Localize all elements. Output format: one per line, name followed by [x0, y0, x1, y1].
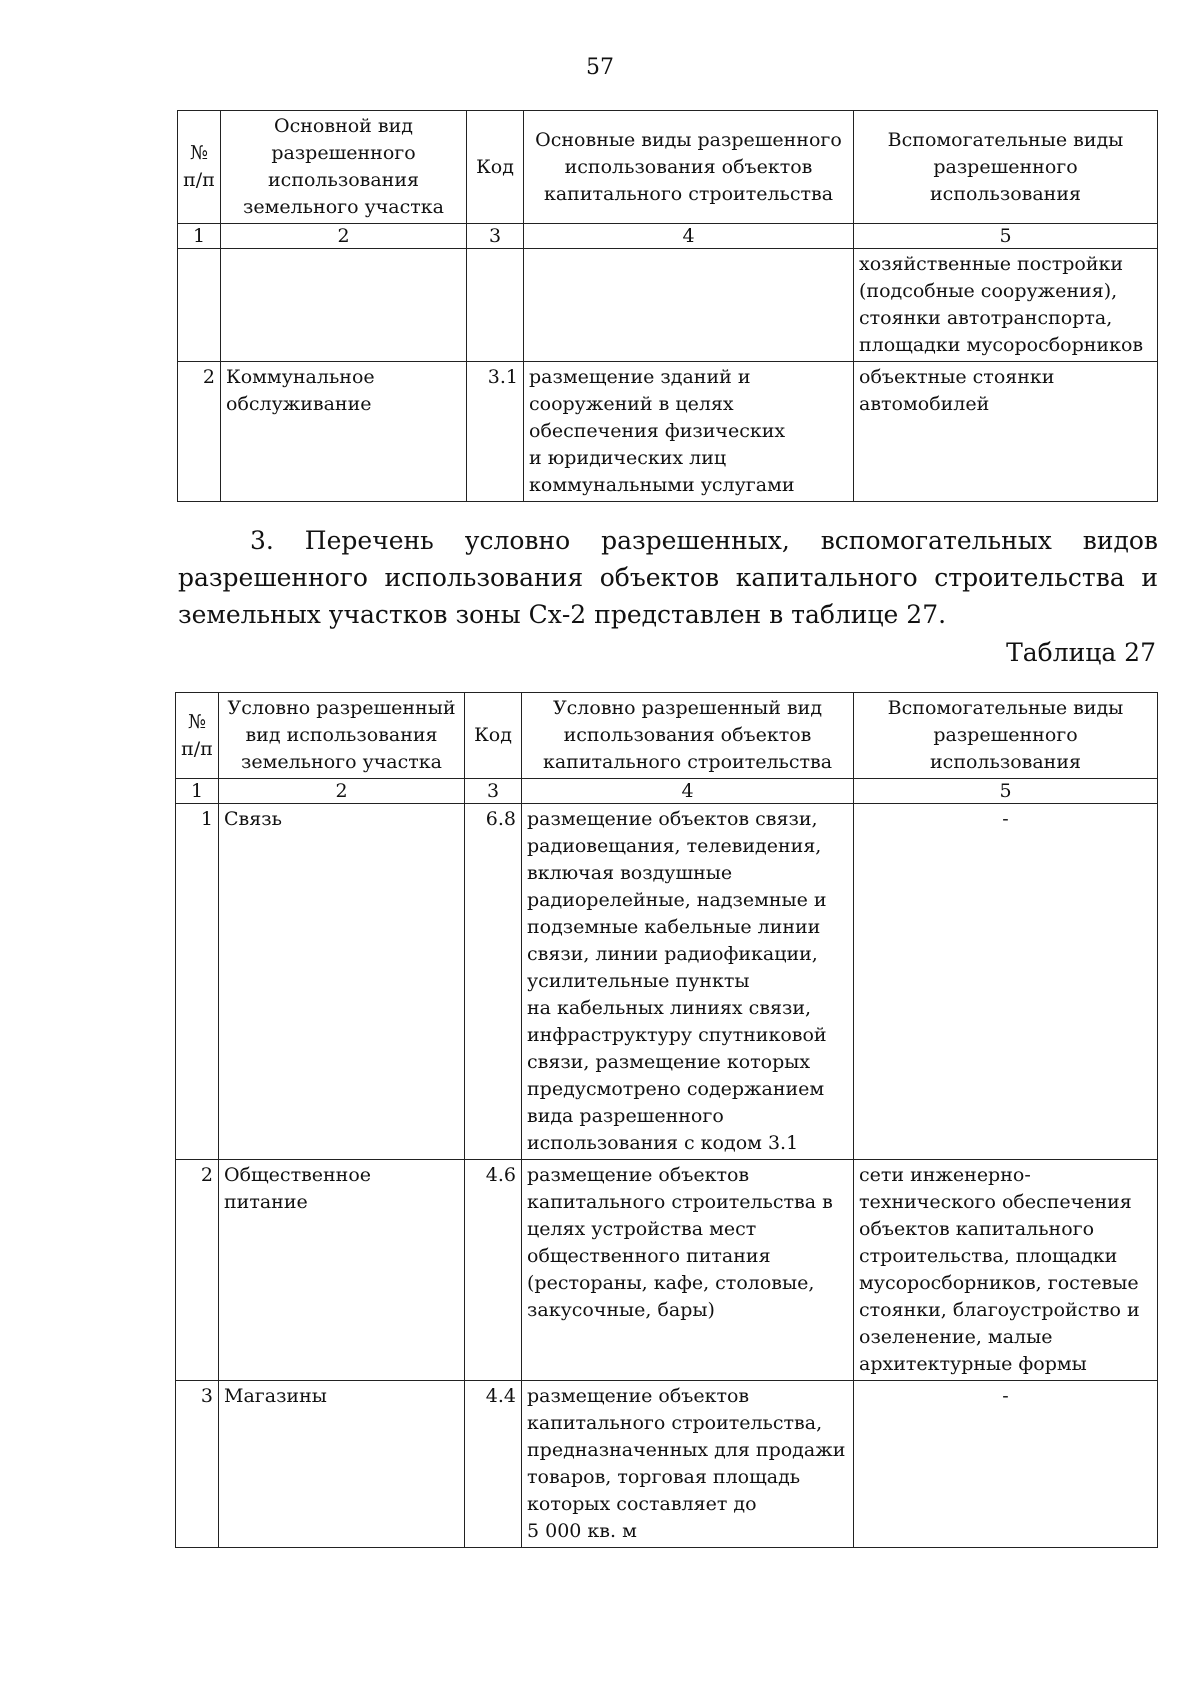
row-capital: [524, 249, 854, 362]
row-aux: хозяйственные постройки (подсобные сооружения), стоянки автотранспорта, площадки мусоросборников: [854, 249, 1158, 362]
header-code: Код: [467, 111, 524, 224]
row-capital: размещение объектов капитального строительства в целях устройства мест общественного питания (рестораны, кафе, столовые, закусочные, бары): [522, 1160, 854, 1381]
row-capital: размещение зданий и сооружений в целях обеспечения физических и юридических лиц коммунальными услугами: [524, 362, 854, 502]
table-caption: Таблица 27: [1006, 638, 1156, 667]
row-num: 2: [176, 1160, 219, 1381]
table-header-row: [178, 111, 1158, 224]
header-aux: Вспомогательные виды разрешенного использования: [854, 111, 1158, 224]
table-header-row: [176, 693, 1158, 779]
row-num: 2: [178, 362, 221, 502]
land-use-table-continued: [177, 110, 1158, 502]
header-cond-capital: Условно разрешенный вид использования объектов капитального строительства: [522, 693, 854, 779]
table-row: [176, 1381, 1158, 1548]
row-code: 4.6: [465, 1160, 522, 1381]
conditional-use-table: [175, 692, 1158, 1548]
column-number: 4: [524, 224, 854, 249]
section-paragraph: 3. Перечень условно разрешенных, вспомогательных видов разрешенного использования объектов капитального строительства и земельных участков зоны Сх-2 представлен в таблице 27.: [178, 526, 1158, 629]
row-code: 6.8: [465, 804, 522, 1160]
table-row: [176, 804, 1158, 1160]
table-row: [176, 1160, 1158, 1381]
header-main-capital: Основные виды разрешенного использования объектов капитального строительства: [524, 111, 854, 224]
column-number: 4: [522, 779, 854, 804]
column-number: 5: [854, 779, 1158, 804]
row-num: 3: [176, 1381, 219, 1548]
column-number-row: [178, 224, 1158, 249]
header-num: № п/п: [178, 111, 221, 224]
column-number-row: [176, 779, 1158, 804]
row-aux: сети инженерно- технического обеспечения объектов капитального строительства, площадки мусоросборников, гостевые стоянки, благоустройство и озеленение, малые архитектурные формы: [854, 1160, 1158, 1381]
row-aux: -: [854, 1381, 1158, 1548]
header-aux: Вспомогательные виды разрешенного использования: [854, 693, 1158, 779]
row-name: Связь: [219, 804, 465, 1160]
header-main-use: Основной вид разрешенного использования земельного участка: [221, 111, 467, 224]
column-number: 3: [467, 224, 524, 249]
column-number: 2: [219, 779, 465, 804]
row-capital: размещение объектов капитального строительства, предназначенных для продажи товаров, торговая площадь которых составляет до 5 000 кв. м: [522, 1381, 854, 1548]
column-number: 1: [176, 779, 219, 804]
row-name: Коммунальное обслуживание: [221, 362, 467, 502]
column-number: 2: [221, 224, 467, 249]
header-cond-use: Условно разрешенный вид использования земельного участка: [219, 693, 465, 779]
row-code: 4.4: [465, 1381, 522, 1548]
row-code: 3.1: [467, 362, 524, 502]
table-row: [178, 249, 1158, 362]
column-number: 3: [465, 779, 522, 804]
header-num: № п/п: [176, 693, 219, 779]
row-capital: размещение объектов связи, радиовещания, телевидения, включая воздушные радиорелейные, надземные и подземные кабельные линии связи, линии радиофикации, усилительные пункты на кабельных линиях связи, инфраструктуру спутниковой связи, размещение которых предусмотрено содержанием вида разрешенного использования с кодом 3.1: [522, 804, 854, 1160]
column-number: 5: [854, 224, 1158, 249]
header-code: Код: [465, 693, 522, 779]
row-name: Общественное питание: [219, 1160, 465, 1381]
table-row: [178, 362, 1158, 502]
row-aux: объектные стоянки автомобилей: [854, 362, 1158, 502]
row-name: Магазины: [219, 1381, 465, 1548]
page-number: 57: [586, 55, 614, 80]
row-num: [178, 249, 221, 362]
row-aux: -: [854, 804, 1158, 1160]
row-num: 1: [176, 804, 219, 1160]
row-name: [221, 249, 467, 362]
row-code: [467, 249, 524, 362]
column-number: 1: [178, 224, 221, 249]
